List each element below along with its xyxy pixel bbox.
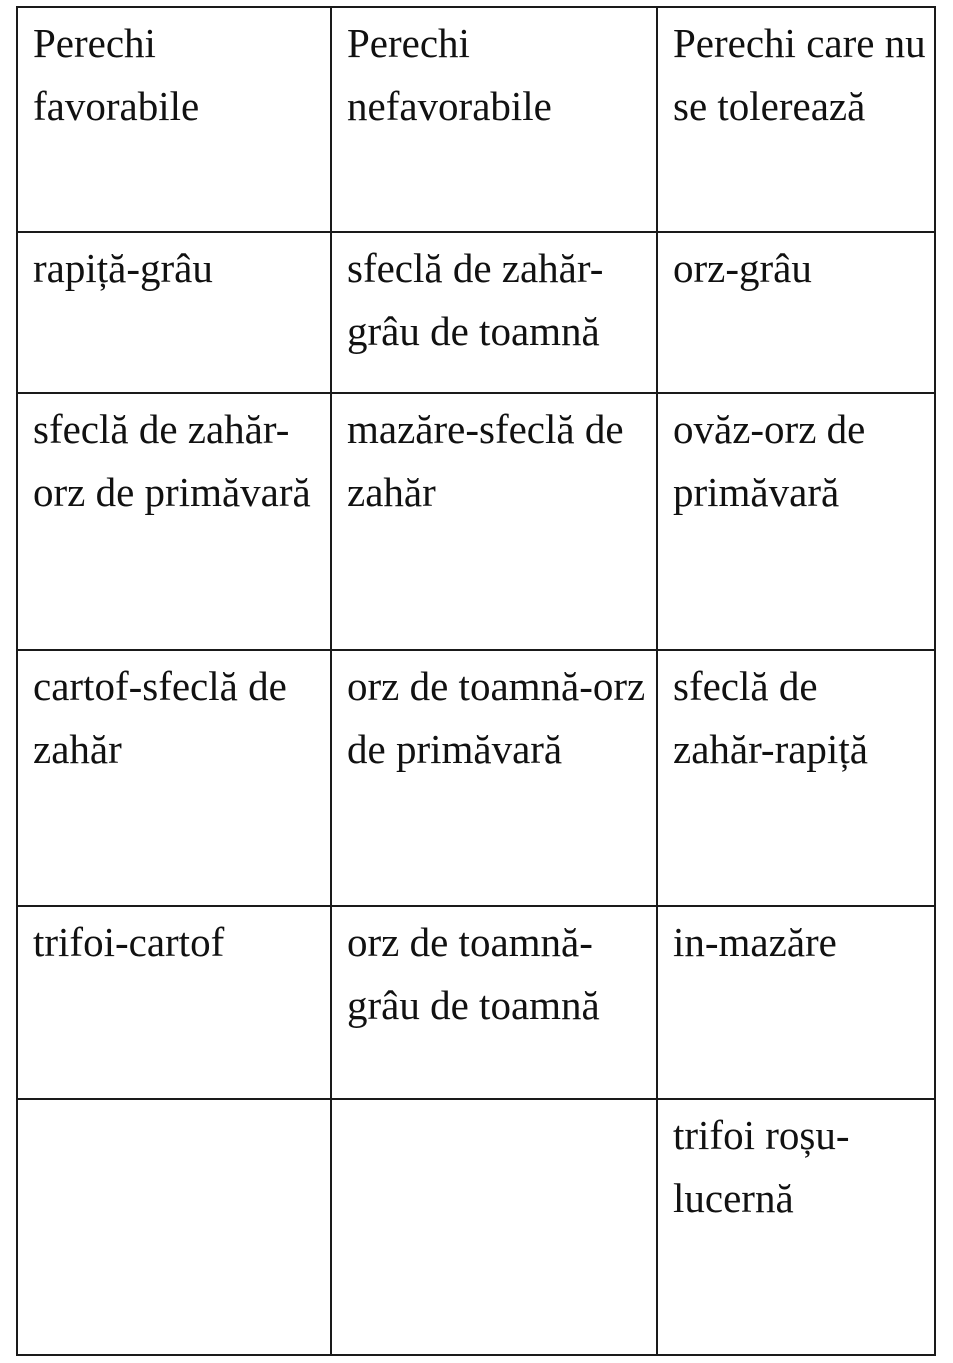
table-row xyxy=(17,1099,935,1355)
cell-not-tolerated: ovăz-orz de primăvară xyxy=(657,393,935,650)
cell-unfavorable: mazăre-sfeclă de zahăr xyxy=(331,393,657,650)
cell-not-tolerated: orz-grâu xyxy=(657,232,935,393)
header-row xyxy=(17,7,935,232)
crop-pairs-table xyxy=(16,6,936,1356)
table-row xyxy=(17,906,935,1099)
cell-not-tolerated: in-mazăre xyxy=(657,906,935,1099)
table-row xyxy=(17,393,935,650)
cell-unfavorable xyxy=(331,1099,657,1355)
cell-not-tolerated: trifoi roșu-lucernă xyxy=(657,1099,935,1355)
cell-unfavorable: orz de toamnă-grâu de toamnă xyxy=(331,906,657,1099)
table-row xyxy=(17,650,935,906)
cell-favorable: cartof-sfeclă de zahăr xyxy=(17,650,331,906)
header-not-tolerated: Perechi care nu se tolerează xyxy=(657,7,935,232)
cell-favorable: sfeclă de zahăr-orz de primăvară xyxy=(17,393,331,650)
cell-unfavorable: orz de toamnă-orz de primăvară xyxy=(331,650,657,906)
cell-not-tolerated: sfeclă de zahăr-rapiță xyxy=(657,650,935,906)
cell-favorable xyxy=(17,1099,331,1355)
header-favorable: Perechi favorabile xyxy=(17,7,331,232)
table-row xyxy=(17,232,935,393)
cell-unfavorable: sfeclă de zahăr-grâu de toamnă xyxy=(331,232,657,393)
cell-favorable: rapiță-grâu xyxy=(17,232,331,393)
cell-favorable: trifoi-cartof xyxy=(17,906,331,1099)
header-unfavorable: Perechi nefavorabile xyxy=(331,7,657,232)
